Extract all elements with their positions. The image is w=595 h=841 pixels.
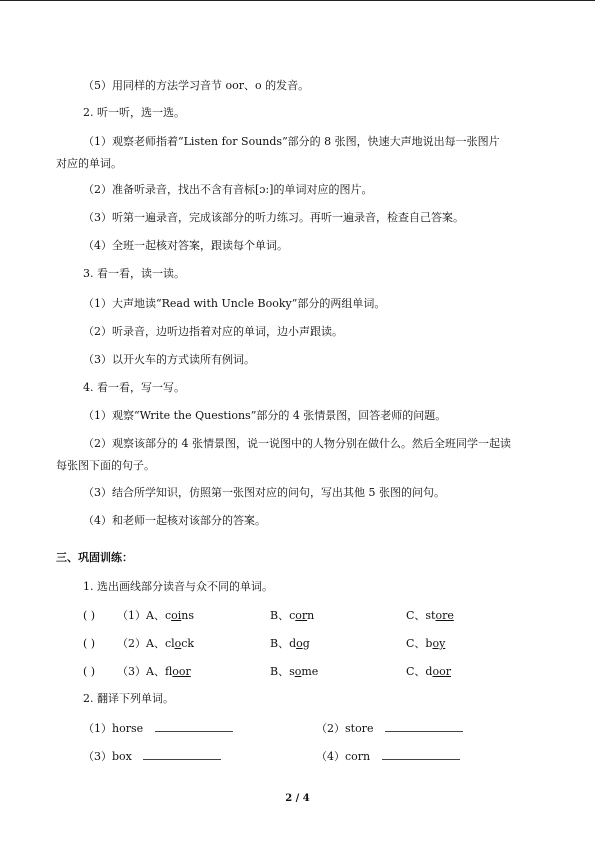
top-border-line	[0, 0, 595, 1]
option-b-underlined: o	[294, 665, 302, 678]
item-2-heading: 2. 听一听，选一选。	[83, 106, 185, 119]
translate-word: （4）corn	[316, 750, 371, 763]
item-4-step-2-line-2: 每张图下面的句子。	[56, 459, 155, 472]
option-a-underlined: oor	[172, 665, 191, 678]
answer-blank[interactable]	[143, 749, 221, 760]
answer-blank[interactable]	[155, 721, 233, 732]
option-a-text: fl	[164, 665, 173, 678]
translate-word: （2）store	[316, 722, 374, 735]
answer-blank[interactable]	[385, 721, 463, 732]
option-b-text-end: me	[301, 665, 319, 678]
exercise-1-title: 1. 选出画线部分读音与众不同的单词。	[83, 580, 273, 593]
page-number: 2 / 4	[285, 793, 310, 804]
option-b-underlined: or	[295, 609, 308, 622]
question-number: （2）A、	[117, 637, 165, 650]
step-5-oor: （5）用同样的方法学习音节 oor、o 的发音。	[83, 79, 310, 92]
option-b-text-end: n	[307, 609, 315, 622]
item-3-heading: 3. 看一看，读一读。	[83, 267, 185, 280]
item-3-step-1: （1）大声地读“Read with Uncle Booky”部分的两组单词。	[83, 297, 386, 310]
translate-item	[316, 721, 463, 736]
option-c-text: C、d	[406, 665, 433, 678]
exercise-2-title: 2. 翻译下列单词。	[83, 692, 174, 705]
answer-bracket[interactable]: ( )	[83, 609, 96, 622]
option-a-text: cl	[164, 637, 175, 650]
option-a-text: c	[164, 609, 172, 622]
item-2-step-1-line-1: （1）观察老师指着“Listen for Sounds”部分的 8 张图，快速大声地说出每一张图片	[83, 135, 500, 148]
question-number: （1）A、	[117, 609, 165, 622]
item-4-step-3: （3）结合所学知识，仿照第一张图对应的问句，写出其他 5 张图的问句。	[83, 486, 445, 499]
option-c-text: C、st	[406, 609, 436, 622]
item-4-step-1: （1）观察“Write the Questions”部分的 4 张情景图，回答老师的问题。	[83, 409, 447, 422]
item-3-step-2: （2）听录音，边听边指着对应的单词，边小声跟读。	[83, 325, 343, 338]
translate-item	[316, 749, 460, 764]
option-a-text-end: ck	[181, 637, 195, 650]
item-4-step-2-line-1: （2）观察该部分的 4 张情景图，说一说图中的人物分别在做什么。然后全班同学一起读	[83, 437, 511, 450]
item-2-step-1-line-2: 对应的单词。	[56, 157, 122, 170]
section-3-heading: 三、巩固训练：	[56, 551, 133, 564]
item-2-step-4: （4）全班一起核对答案，跟读每个单词。	[83, 239, 288, 252]
option-a-text-end: ns	[181, 609, 194, 622]
answer-bracket[interactable]: ( )	[83, 637, 96, 650]
translate-word: （3）box	[83, 750, 132, 763]
option-b-text: B、s	[270, 665, 295, 678]
option-c-text: C、b	[406, 637, 433, 650]
item-2-step-3: （3）听第一遍录音，完成该部分的听力练习。再听一遍录音，检查自己答案。	[83, 211, 464, 224]
question-number: （3）A、	[117, 665, 165, 678]
item-4-step-4: （4）和老师一起核对该部分的答案。	[83, 514, 266, 527]
option-b-text: B、c	[270, 609, 296, 622]
option-a-underlined: o	[174, 637, 182, 650]
item-2-step-2: （2）准备听录音，找出不含有音标[ɔ:]的单词对应的图片。	[83, 183, 373, 196]
answer-bracket[interactable]: ( )	[83, 665, 96, 678]
translate-item	[83, 721, 233, 736]
item-3-step-3: （3）以开火车的方式读所有例词。	[83, 353, 255, 366]
item-4-heading: 4. 看一看，写一写。	[83, 381, 185, 394]
option-c-underlined: ore	[435, 609, 454, 622]
translate-word: （1）horse	[83, 722, 144, 735]
option-c-underlined: oy	[432, 637, 446, 650]
option-c-underlined: oor	[432, 665, 451, 678]
option-b-text: B、d	[270, 637, 297, 650]
option-a-underlined: oi	[171, 609, 182, 622]
translate-item	[83, 749, 221, 764]
option-b-text-end: g	[302, 637, 310, 650]
answer-blank[interactable]	[382, 749, 460, 760]
option-b-underlined: o	[296, 637, 303, 650]
